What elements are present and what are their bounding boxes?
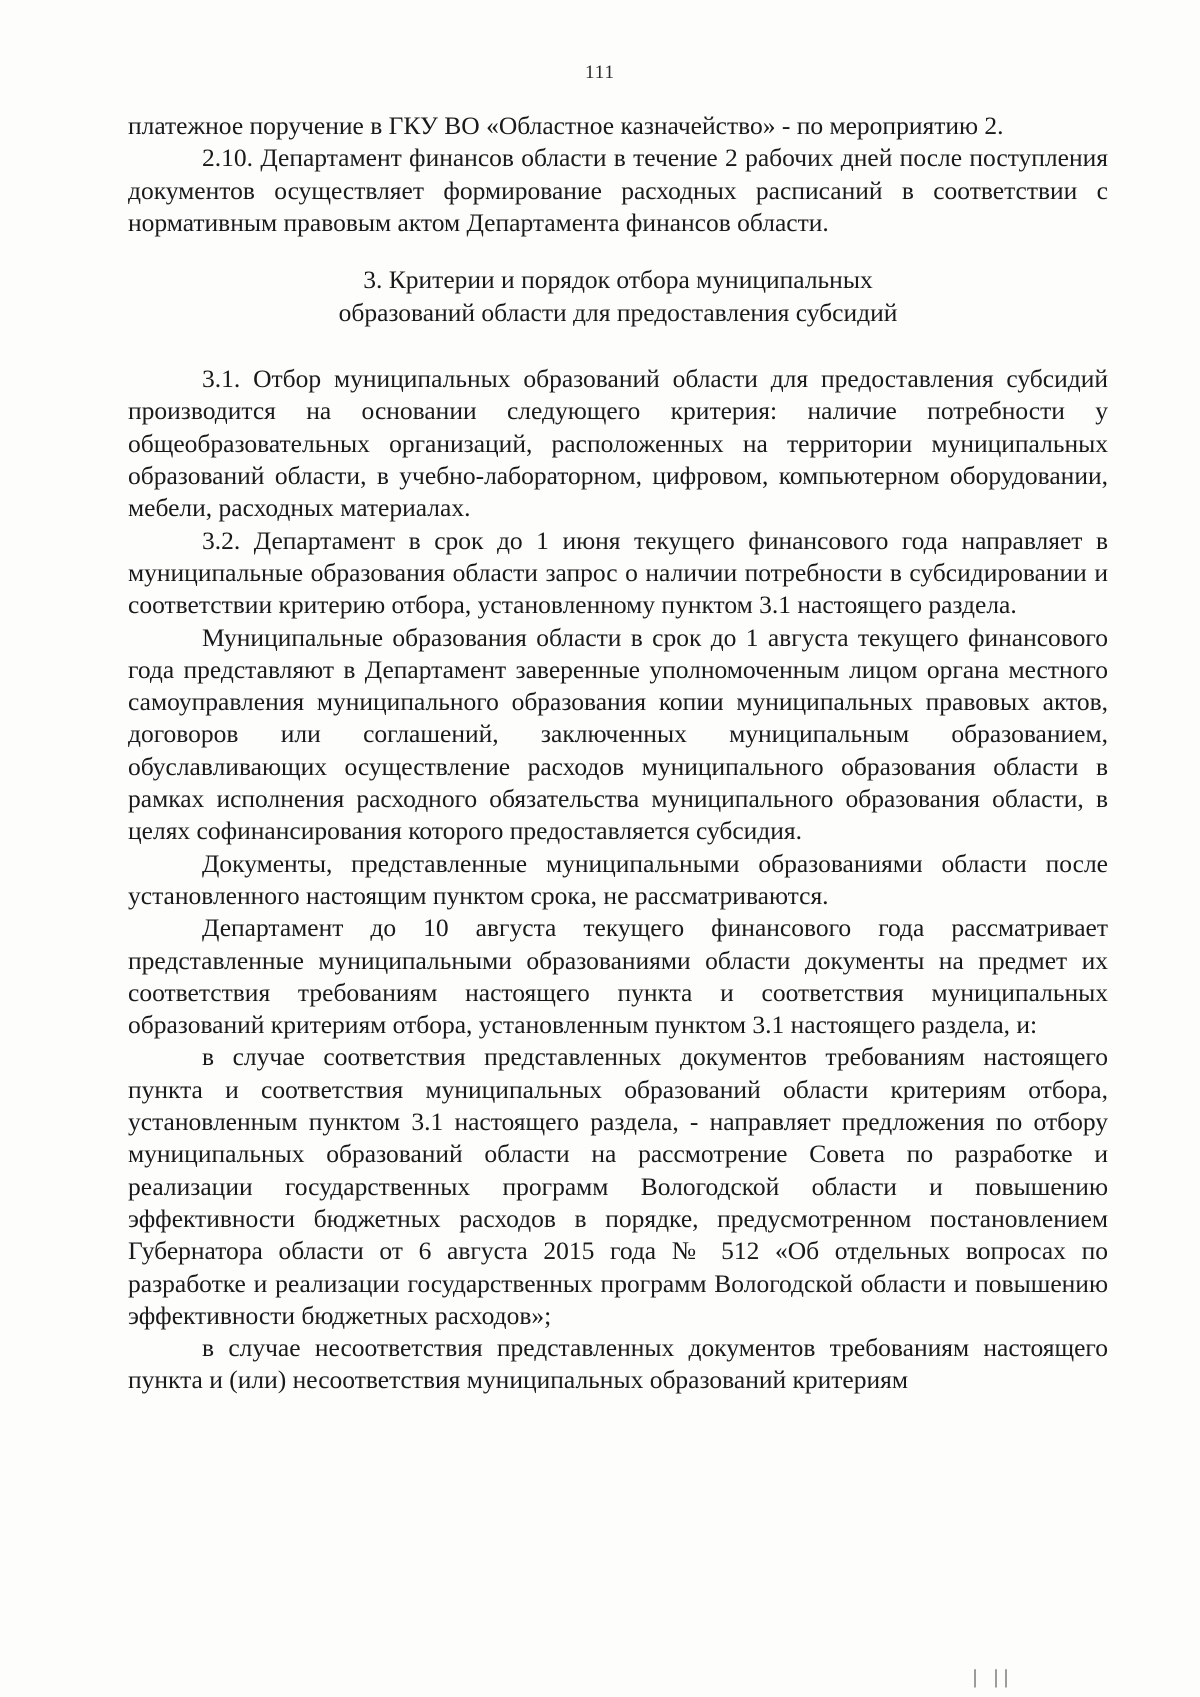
paragraph-continuation: платежное поручение в ГКУ ВО «Областное казначейство» - по мероприятию 2. bbox=[128, 111, 1004, 140]
paragraph-department-review: Департамент до 10 августа текущего финансового года рассматривает представленные муниципальными образованиями области документы на предмет их соответствия требованиям настоящего пункта и соответствия муниципальных образований критериям отбора, установленным пунктом 3.1 настоящего раздела, и: bbox=[128, 913, 1108, 1040]
paragraph-3-2: 3.2. Департамент в срок до 1 июня текущего финансового года направляет в муниципальные образования области запрос о наличии потребности в субсидировании и соответствии критерию отбора, установленному пунктом 3.1 настоящего раздела. bbox=[128, 525, 1108, 620]
section-heading bbox=[128, 263, 1108, 329]
document-body bbox=[128, 110, 1108, 1397]
paragraph-late-documents: Документы, представленные муниципальными образованиями области после установленного настоящим пунктом срока, не рассматриваются. bbox=[128, 848, 1108, 910]
page-number: 111 bbox=[584, 62, 616, 83]
footer-mark: | || bbox=[972, 1666, 1014, 1688]
paragraph-2-10: 2.10. Департамент финансов области в течение 2 рабочих дней после поступления документов осуществляет формирование расходных расписаний в соответствии с нормативным правовым актом Департамента финансов области. bbox=[128, 143, 1108, 237]
paragraph-case-compliance: в случае соответствия представленных документов требованиям настоящего пункта и соответствия муниципальных образований области критериям отбора, установленным пунктом 3.1 настоящего раздела, - направляет предложения по отбору муниципальных образований области на рассмотрение Совета по разработке и реализации государственных программ Вологодской области и повышению эффективности бюджетных расходов в порядке, предусмотренном постановлением Губернатора области от 6 августа 2015 года № 512 «Об отдельных вопросах по разработке и реализации государственных программ Вологодской области и повышению эффективности бюджетных расходов»; bbox=[128, 1042, 1108, 1330]
section-heading-line-2: образований области для предоставления субсидий bbox=[338, 298, 898, 328]
paragraph-3-1: 3.1. Отбор муниципальных образований области для предоставления субсидий производится на основании следующего критерия: наличие потребности у общеобразовательных организаций, расположенных на территории муниципальных образований области, в учебно-лабораторном, цифровом, компьютерном оборудовании, мебели, расходных материалах. bbox=[128, 364, 1108, 523]
paragraph-municipal-documents: Муниципальные образования области в срок до 1 августа текущего финансового года представляют в Департамент заверенные уполномоченным лицом органа местного самоуправления муниципального образования копии муниципальных правовых актов, договоров или соглашений, заключенных муниципальным образованием, обуславливающих осуществление расходов муниципального образования области в рамках исполнения расходного обязательства муниципального образования области, в целях софинансирования которого предоставляется субсидия. bbox=[128, 622, 1108, 846]
paragraph-case-noncompliance: в случае несоответствия представленных документов требованиям настоящего пункта и (или) несоответствия муниципальных образований критериям bbox=[128, 1333, 1108, 1395]
section-heading-line-1: 3. Критерии и порядок отбора муниципальных bbox=[363, 265, 873, 295]
